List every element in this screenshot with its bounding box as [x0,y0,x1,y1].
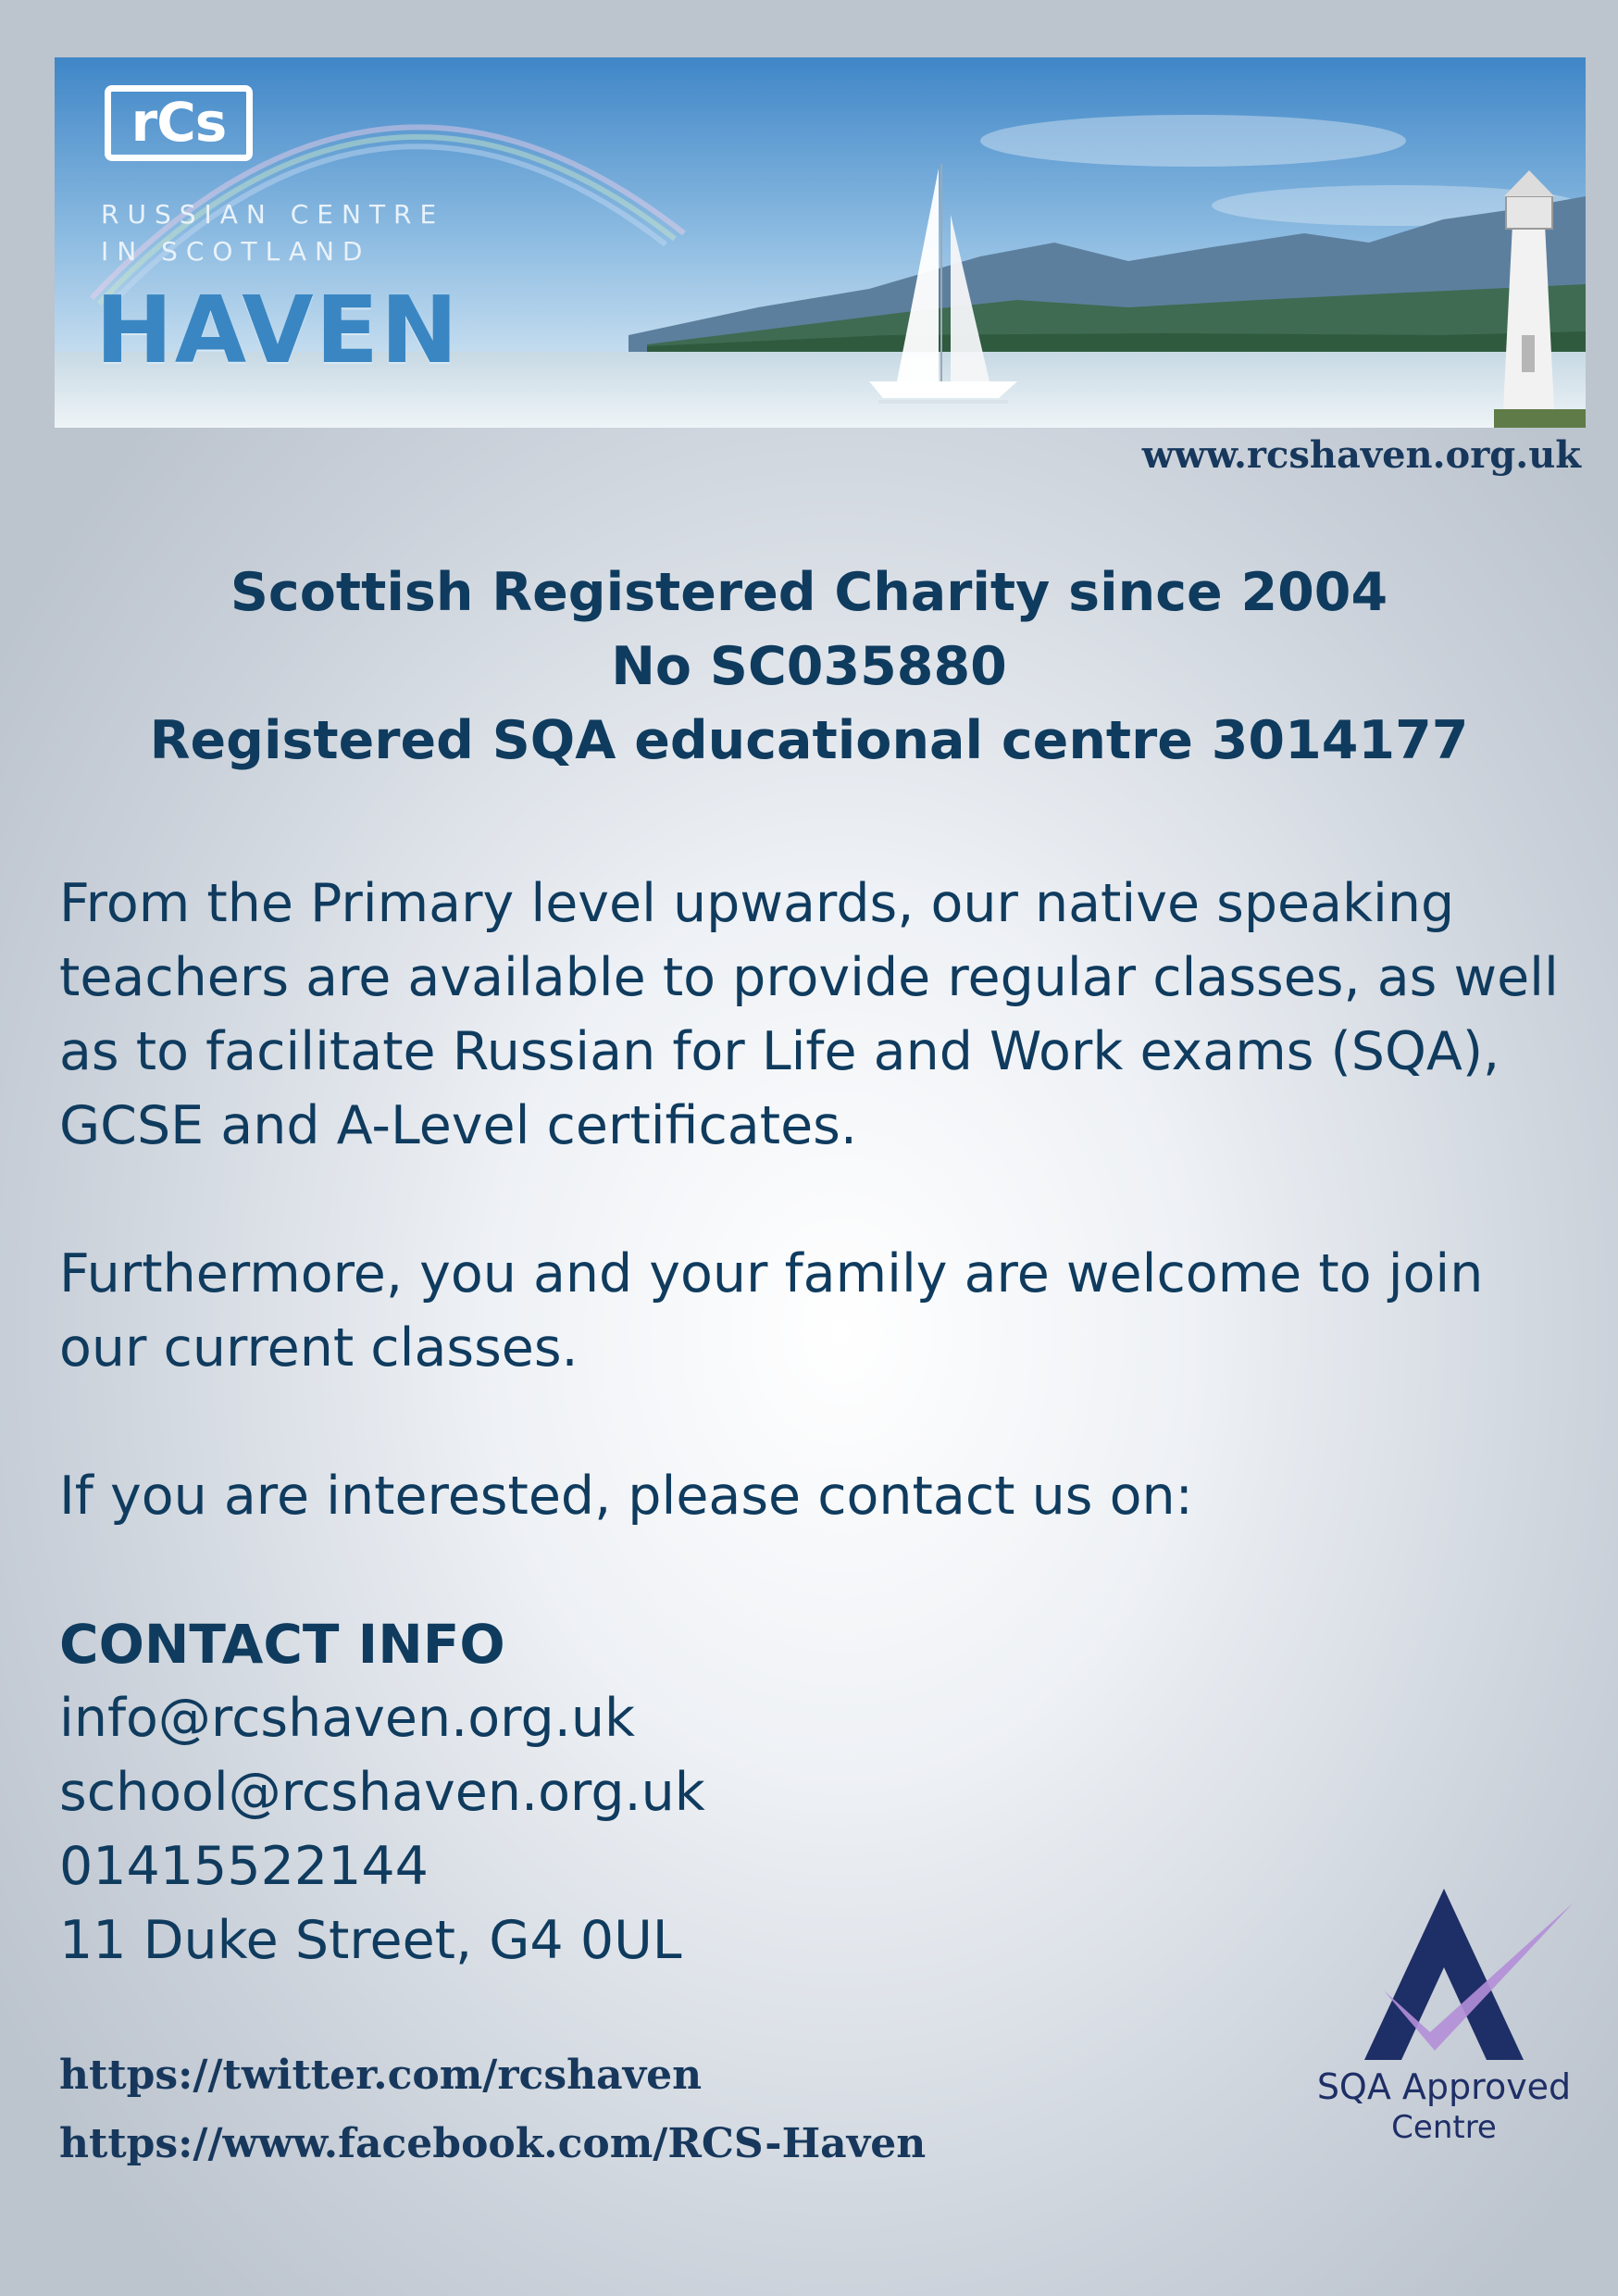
charity-headlines [0,555,1618,778]
sqa-logo-icon [1305,1879,1583,2065]
sqa-label-approved: SQA Approved [1316,2066,1572,2107]
paragraph-contact-prompt: If you are interested, please contact us on: [59,1466,1193,1527]
headline-number: No SC035880 [611,636,1007,697]
website-link[interactable]: www.rcshaven.org.uk [1141,433,1581,477]
logo-subtitle: RUSSIAN CENTRE IN SCOTLAND [101,199,445,267]
headline-sqa: Registered SQA educational centre 3014177 [149,710,1469,771]
paragraph-intro: From the Primary level upwards, our native speaking teachers are available to provide regular classes, as well as to facilitate Russian for Life and Work exams (SQA), GCSE and A-Level certificates. [59,873,1559,1156]
logo-title: HAVEN [95,276,460,384]
contact-email-info[interactable]: info@rcshaven.org.uk [59,1688,635,1749]
contact-title: CONTACT INFO [59,1613,505,1676]
contact-email-school[interactable]: school@rcshaven.org.uk [59,1762,705,1823]
sqa-approved-badge [1305,1879,1583,2157]
body-content [59,867,1577,1978]
twitter-link[interactable]: https://twitter.com/rcshaven [59,2052,703,2099]
header-banner [55,57,1586,428]
contact-address: 11 Duke Street, G4 0UL [59,1910,682,1971]
facebook-link[interactable]: https://www.facebook.com/RCS-Haven [59,2120,927,2167]
contact-phone[interactable]: 01415522144 [59,1836,429,1897]
sqa-label-centre: Centre [1391,2109,1497,2146]
paragraph-welcome: Furthermore, you and your family are welcome to join our current classes. [59,1243,1484,1379]
rcs-logo: rCs [105,85,253,161]
headline-charity: Scottish Registered Charity since 2004 [230,562,1388,623]
social-links [59,2041,926,2178]
